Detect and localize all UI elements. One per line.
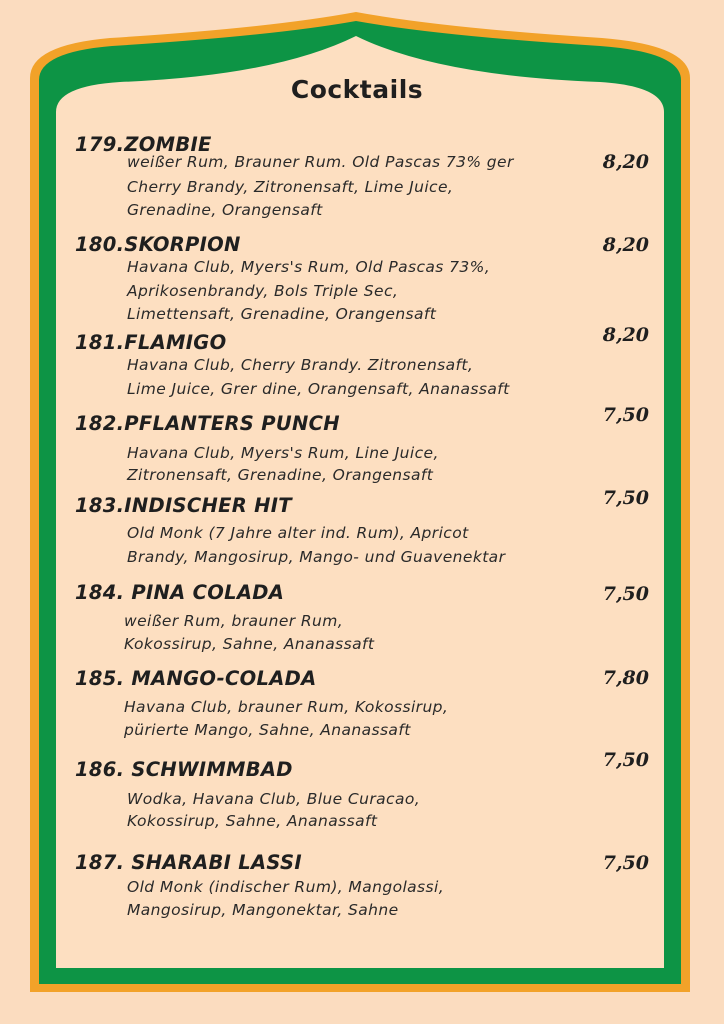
cocktail-price: 7,50	[602, 852, 649, 874]
ingredients-line: Havana Club, Myers's Rum, Line Juice,	[127, 444, 439, 462]
ingredients-line: Kokossirup, Sahne, Ananassaft	[124, 635, 375, 653]
ingredients-line: Grenadine, Orangensaft	[127, 201, 323, 219]
cocktail-name: 187. SHARABI LASSI	[75, 851, 302, 874]
cocktail-name: 182.PFLANTERS PUNCH	[75, 412, 340, 435]
ingredients-line: Limettensaft, Grenadine, Orangensaft	[127, 305, 437, 323]
ingredients-line: Lime Juice, Grer dine, Orangensaft, Ananassaft	[127, 380, 510, 398]
ingredients-line: Aprikosenbrandy, Bols Triple Sec,	[127, 282, 399, 300]
ingredients-line: Old Monk (indischer Rum), Mangolassi,	[127, 878, 445, 896]
ingredients-line: Zitronensaft, Grenadine, Orangensaft	[127, 466, 434, 484]
cocktail-price: 7,50	[602, 583, 649, 605]
cocktail-name: 186. SCHWIMMBAD	[75, 758, 293, 781]
ingredients-line: Mangosirup, Mangonektar, Sahne	[127, 901, 399, 919]
cocktail-name: 180.SKORPION	[75, 233, 241, 256]
cocktail-name: 179.ZOMBIE	[75, 133, 212, 156]
ingredients-line: Havana Club, Cherry Brandy. Zitronensaft,	[127, 356, 474, 374]
ingredients-line: weißer Rum, Brauner Rum. Old Pascas 73% ger	[127, 153, 514, 171]
cocktail-price: 7,50	[602, 487, 649, 509]
cocktail-name: 181.FLAMIGO	[75, 331, 227, 354]
ingredients-line: Havana Club, brauner Rum, Kokossirup,	[124, 698, 449, 716]
ingredients-line: Havana Club, Myers's Rum, Old Pascas 73%,	[127, 258, 491, 276]
ingredients-line: pürierte Mango, Sahne, Ananassaft	[124, 721, 411, 739]
ingredients-line: Wodka, Havana Club, Blue Curacao,	[127, 790, 421, 808]
ingredients-line: Cherry Brandy, Zitronensaft, Lime Juice,	[127, 178, 454, 196]
cocktail-price: 8,20	[602, 151, 649, 173]
ingredients-line: weißer Rum, brauner Rum,	[124, 612, 344, 630]
cocktail-price: 8,20	[602, 234, 649, 256]
cocktail-price: 7,50	[602, 749, 649, 771]
cocktail-name: 183.INDISCHER HIT	[75, 494, 292, 517]
cocktail-name: 184. PINA COLADA	[75, 581, 285, 604]
ingredients-line: Brandy, Mangosirup, Mango- und Guavenektar	[127, 548, 506, 566]
page-title: Cocktails	[290, 75, 424, 104]
cocktail-name: 185. MANGO-COLADA	[75, 667, 317, 690]
ingredients-line: Kokossirup, Sahne, Ananassaft	[127, 812, 378, 830]
ingredients-line: Old Monk (7 Jahre alter ind. Rum), Apricot	[127, 524, 469, 542]
cocktail-price: 7,80	[602, 667, 649, 689]
cocktail-price: 8,20	[602, 324, 649, 346]
cocktail-price: 7,50	[602, 404, 649, 426]
